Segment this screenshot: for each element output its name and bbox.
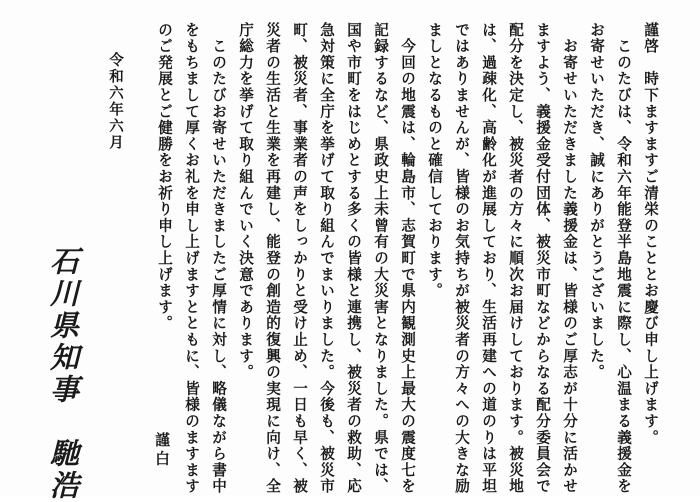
letter-line: 庁総力を挙げて取り組んでいく決意であります。	[237, 22, 254, 381]
letter-line: お寄せいただきました義援金は、皆様のご厚志が十分に活かせ	[561, 22, 578, 495]
letter-line: 国や市町をはじめとする多くの皆様と連携し、被災者の救助、応	[345, 22, 362, 495]
letter-line: 記録するなど、県政史上未曾有の大災害となりました。県では、	[372, 22, 389, 495]
letter-date: 令和六年六月	[107, 52, 124, 151]
letter-line: 今回の地震は、輪島市、志賀町で県内観測史上最大の震度七を	[399, 22, 416, 495]
letter-line: 災者の生活と生業を再建し、能登の創造的復興の実現に向け、全	[264, 22, 281, 495]
letter-line: お寄せいただき、誠にありがとうございました。	[588, 22, 605, 381]
letter-line: ましとなるものと確信しております。	[426, 22, 443, 300]
letter-line: は、過疎化、高齢化が進展しており、生活再建への道のりは平坦	[480, 22, 497, 495]
closing-text: 謹白	[153, 432, 170, 470]
signature: 石川県知事 馳浩	[46, 246, 80, 502]
letter-line: 町、被災者、事業者の声をしっかりと受け止め、一日も早く、被	[291, 22, 308, 495]
letter-line: 謹啓 時下ますますご清栄のこととお慶び申し上げます。	[642, 22, 659, 446]
letter-line: 配分を決定し、被災者の方々に順次お届けしております。被災地	[507, 22, 524, 495]
letter-line: のご発展とご健勝をお祈り申し上げます。	[156, 22, 173, 332]
letter-line: ますよう、義援金受付団体、被災市町などからなる配分委員会で	[534, 22, 551, 495]
letter-line: をもちまして厚くお礼を申し上げますとともに、皆様のますます	[183, 22, 200, 495]
letter-line: このたびは、令和六年能登半島地震に際し、心温まる義援金を	[615, 22, 632, 495]
letter-line: 急対策に全庁を挙げて取り組んでまいりました。今後も、被災市	[318, 22, 335, 495]
letter-line: ではありませんが、皆様のお気持ちが被災者の方々への大きな励	[453, 22, 470, 495]
letter-line: このたびお寄せいただきましたご厚情に対し、略儀ながら書中	[210, 22, 227, 495]
